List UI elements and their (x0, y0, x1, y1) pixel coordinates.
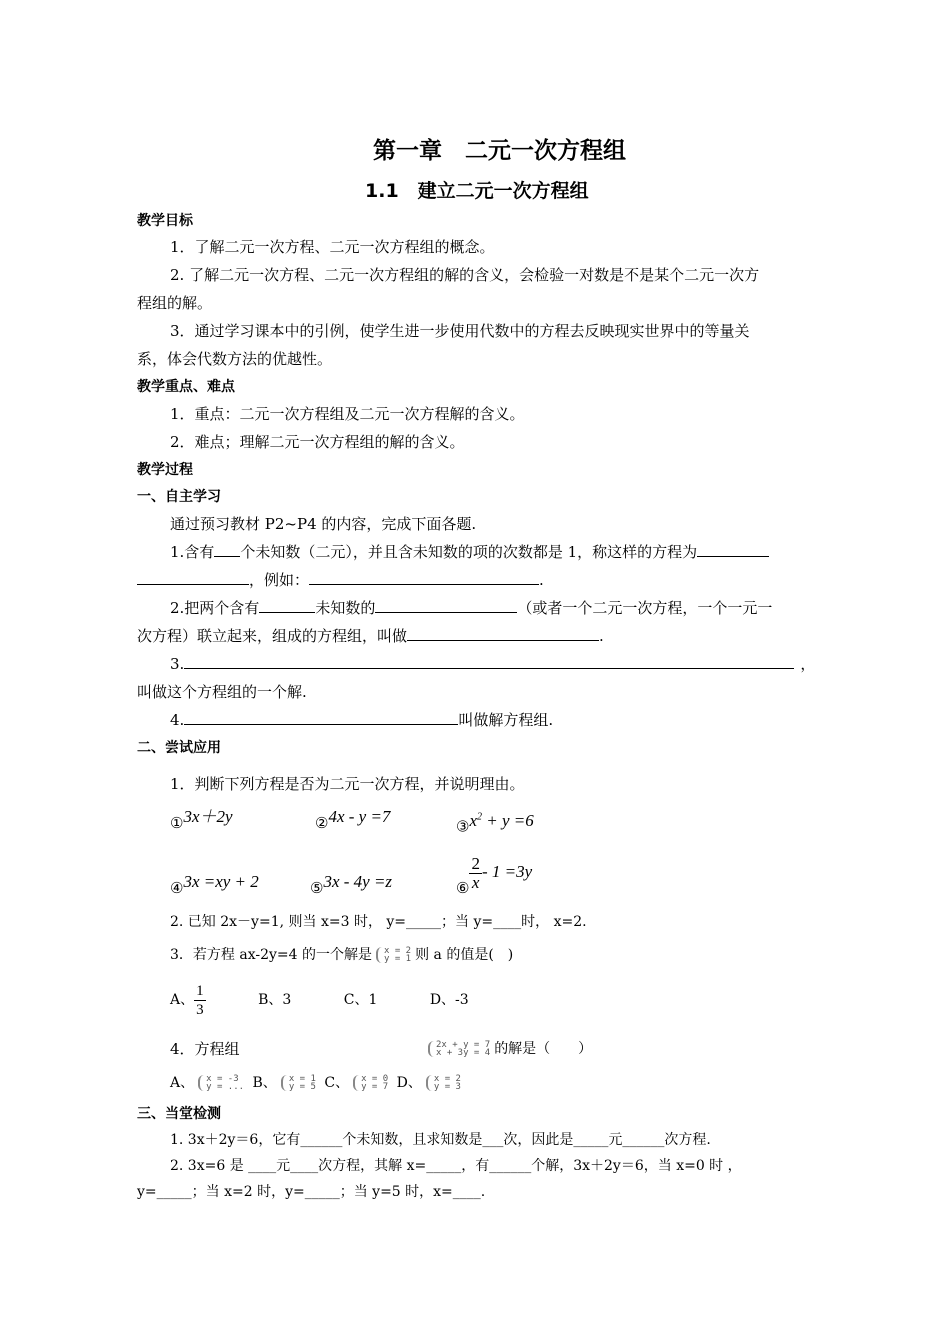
blank[interactable] (309, 569, 539, 585)
label-2: ② (315, 814, 329, 832)
equation-5 (310, 872, 393, 899)
sys-line: x = 2 (384, 946, 412, 956)
eq-3-rest: + y =6 (482, 810, 534, 830)
sys-line: 2x + y = 7 (436, 1040, 491, 1050)
part1-q1-line-1 (170, 541, 769, 563)
part1-q2-line-1 (170, 597, 772, 619)
equation-3 (456, 812, 534, 838)
q4-suffix: 的解是（ ） (494, 1041, 593, 1057)
eq-6-rest: - 1 =3y (481, 862, 533, 881)
sys-line: x = 1 (288, 1074, 316, 1084)
q1-text-d: . (539, 571, 544, 589)
blank[interactable] (184, 653, 794, 669)
sys-line: x = 2 (433, 1074, 461, 1084)
option-a-numerator: 1 (196, 982, 204, 999)
part2-q3 (170, 944, 513, 966)
key-point-1: 1．重点：二元一次方程组及二元一次方程解的含义。 (170, 405, 525, 423)
blank[interactable] (137, 569, 249, 585)
part2-q4-system (424, 1038, 592, 1060)
sys-line: y = ... (206, 1082, 245, 1092)
equation-6 (456, 852, 533, 897)
sys-line: y = 7 (361, 1082, 389, 1092)
label-4: ④ (170, 879, 184, 897)
part2-q4-options (170, 1072, 465, 1094)
option-d-label: D、 (396, 1075, 422, 1091)
part2-q2: 2. 已知 2x－y=1, 则当 x=3 时， y=_____；当 y=____时， x=2. (170, 914, 587, 930)
option-c: C、1 (343, 992, 378, 1008)
q2-text-b: 未知数的 (315, 599, 376, 617)
sys-line: y = 5 (288, 1082, 316, 1092)
option-c-system (353, 1075, 388, 1091)
eq-6-fraction (469, 855, 482, 892)
part1-q3-line-2: 叫做这个方程组的一个解. (137, 683, 307, 701)
part1-q4 (170, 709, 553, 731)
blank[interactable] (259, 597, 315, 613)
goal-item-2-line-2: 程组的解。 (137, 294, 213, 312)
eq-6-denominator: x (471, 872, 480, 892)
part3-q2-line-1: 2. 3x=6 是 ____元____次方程，其解 x=_____，有______个解，3x＋2y＝6，当 x=0 时 ， (170, 1158, 742, 1174)
label-6: ⑥ (456, 879, 470, 897)
part1-intro: 通过预习教材 P2~P4 的内容，完成下面各题. (170, 515, 477, 533)
part3-q1: 1. 3x＋2y＝6，它有______个未知数，且求知数是___次，因此是_____元______次方程. (170, 1132, 711, 1148)
chapter-title: 第一章 二元一次方程组 (373, 138, 626, 164)
equation-1 (170, 807, 233, 834)
part1-q1-line-2 (137, 569, 544, 591)
key-point-2: 2．难点；理解二元一次方程组的解的含义。 (170, 433, 465, 451)
eq-6-numerator: 2 (471, 853, 480, 873)
goal-item-3-line-2: 系，体会代数方法的优越性。 (137, 350, 333, 368)
q4-text-a: 4. (170, 711, 185, 729)
q2-text-c: （或者一个二元一次方程，一个一元一 (517, 599, 773, 617)
goal-item-1: 1．了解二元一次方程、二元一次方程组的概念。 (170, 238, 495, 256)
part3-q2-line-2: y=_____；当 x=2 时，y=_____；当 y=5 时，x=____. (137, 1184, 486, 1200)
eq-5: 3x - 4y =z (323, 872, 393, 891)
option-c-label: C、 (324, 1075, 350, 1091)
eq-3 (469, 811, 533, 830)
label-3: ③ (456, 817, 470, 836)
q3-text-a: 3. (170, 655, 185, 673)
sys-line: x = 0 (361, 1074, 389, 1084)
part1-q2-line-2 (137, 625, 604, 647)
label-5: ⑤ (310, 879, 324, 897)
equation-4 (170, 872, 259, 899)
q3-suffix: 则 a 的值是( ) (415, 947, 514, 963)
option-a-system (198, 1075, 244, 1091)
q1-text-a: 1.含有 (170, 543, 215, 561)
part2-q1: 1．判断下列方程是否为二元一次方程，并说明理由。 (170, 775, 525, 793)
sys-line: y = 3 (433, 1082, 461, 1092)
sys-line: y = 1 (384, 954, 412, 964)
key-points-heading: 教学重点、难点 (137, 379, 235, 395)
blank[interactable] (184, 709, 458, 725)
eq-3-exponent: 2 (477, 811, 482, 822)
eq-2: 4x - y =7 (328, 807, 391, 826)
option-b-label: B、 (252, 1075, 277, 1091)
part1-heading: 一、自主学习 (137, 489, 221, 505)
option-b-system (281, 1075, 316, 1091)
option-d: D、-3 (429, 992, 469, 1008)
option-a-label: A、 (170, 1075, 195, 1091)
part3-heading: 三、当堂检测 (137, 1106, 221, 1122)
part2-q3-options (170, 980, 469, 1020)
eq-1: 3x＋2y (183, 807, 233, 826)
equation-2 (315, 807, 391, 834)
q2-text-d: 次方程）联立起来，组成的方程组，叫做 (137, 627, 408, 645)
goals-heading: 教学目标 (137, 213, 193, 229)
q3-prefix: 3．若方程 ax-2y=4 的一个解是 (170, 947, 372, 963)
option-b: B、3 (258, 992, 292, 1008)
part2-q4-label: 4．方程组 (170, 1040, 240, 1058)
part1-q3-line-1 (170, 653, 815, 675)
goal-item-2-line-1: 2. 了解二元一次方程、二元一次方程组的解的含义，会检验一对数是不是某个二元一次方 (170, 266, 760, 284)
blank[interactable] (214, 541, 240, 557)
sys-line: x = -3 (206, 1074, 239, 1084)
goal-item-3-line-1: 3．通过学习课本中的引例，使学生进一步使用代数中的方程去反映现实世界中的等量关 (170, 322, 750, 340)
q2-text-e: . (599, 627, 604, 645)
option-a-label: A、 (170, 992, 195, 1008)
blank[interactable] (407, 625, 599, 641)
q4-text-b: 叫做解方程组. (458, 711, 554, 729)
label-1: ① (170, 814, 184, 832)
equation-system (428, 1041, 490, 1057)
q3-text-b: ， (800, 655, 816, 673)
option-d-system (426, 1075, 461, 1091)
blank[interactable] (697, 541, 769, 557)
sys-line: x + 3y = 4 (436, 1048, 491, 1058)
q1-text-c: ，例如： (249, 571, 310, 589)
process-heading: 教学过程 (137, 462, 193, 478)
eq-3-base: x (469, 810, 477, 830)
eq-4: 3x =xy + 2 (183, 872, 259, 891)
q1-text-b: 个未知数（二元），并且含未知数的项的次数都是 1，称这样的方程为 (240, 543, 698, 561)
section-title: 1.1 建立二元一次方程组 (365, 180, 589, 202)
part2-heading: 二、尝试应用 (137, 740, 221, 756)
equation-system (376, 947, 411, 963)
blank[interactable] (375, 597, 517, 613)
q2-text-a: 2.把两个含有 (170, 599, 260, 617)
option-a-denominator: 3 (196, 1001, 204, 1018)
option-a-fraction (194, 982, 206, 1019)
